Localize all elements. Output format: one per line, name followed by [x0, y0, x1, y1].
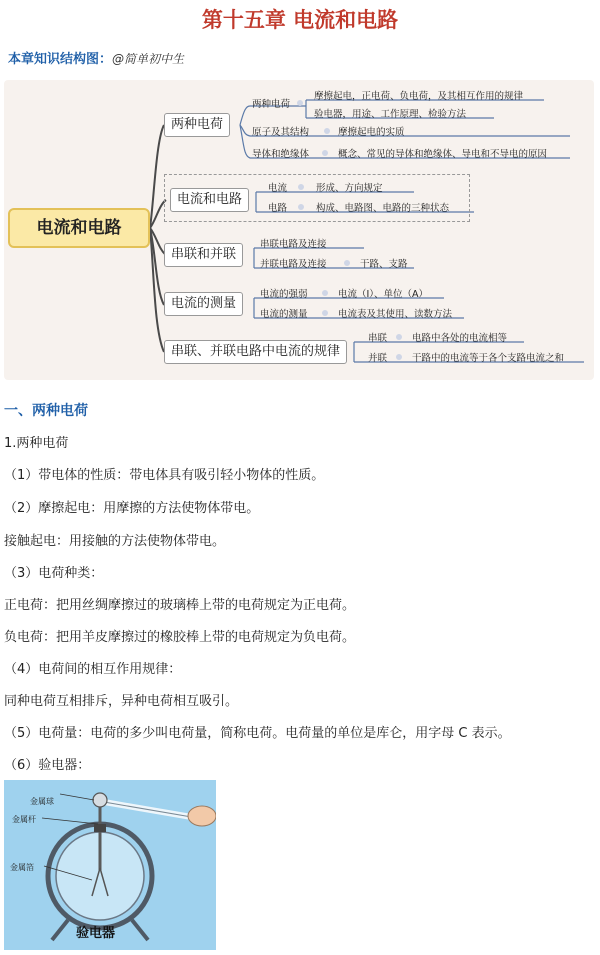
bullet-dot [322, 290, 328, 296]
branch-two-charges: 两种电荷 [164, 113, 230, 137]
text-line: （5）电荷量：电荷的多少叫电荷量，简称电荷。电荷量的单位是库仑，用字母 C 表示。 [4, 726, 511, 741]
mind-map [4, 80, 594, 380]
leaf-electroscope: 验电器，用途、工作原理、检验方法 [314, 109, 467, 120]
branch-current-circuit: 电流和电路 [170, 188, 249, 212]
leaf-friction-essence: 摩擦起电的实质 [338, 127, 405, 138]
electroscope-diagram [4, 780, 216, 950]
text-line: 接触起电：用接触的方法使物体带电。 [4, 534, 226, 549]
map-heading-source: @简单初中生 [112, 52, 185, 66]
leaf-main-branch: 干路、支路 [360, 259, 408, 270]
bullet-dot [344, 260, 350, 266]
leaf-circuit: 电路 [268, 203, 288, 214]
text-line: （4）电荷间的相互作用规律： [4, 662, 182, 677]
leaf-current: 电流 [268, 183, 288, 194]
text-line: （3）电荷种类： [4, 566, 104, 581]
text-line: 同种电荷互相排斥，异种电荷相互吸引。 [4, 694, 239, 709]
text-line: （2）摩擦起电：用摩擦的方法使物体带电。 [4, 501, 260, 516]
bullet-dot [322, 310, 328, 316]
map-heading [8, 48, 184, 67]
leaf-parallel: 并联 [368, 353, 388, 364]
bullet-dot [396, 354, 402, 360]
leaf-parallel-rule: 干路中的电流等于各个支路电流之和 [412, 353, 565, 364]
leaf-series: 串联 [368, 333, 388, 344]
label-metal-rod: 金属杆 [12, 815, 36, 824]
leaf-current-unit: 电流（I）、单位（A） [338, 289, 429, 300]
leaf-current-measure: 电流的测量 [260, 309, 308, 320]
bullet-dot [396, 334, 402, 340]
leaf-conductor-insulator: 导体和绝缘体 [252, 149, 310, 160]
text-line: 负电荷：把用羊皮摩擦过的橡胶棒上带的电荷规定为负电荷。 [4, 630, 356, 645]
mind-map-root: 电流和电路 [8, 208, 150, 248]
branch-current-rules: 串联、并联电路中电流的规律 [164, 340, 347, 364]
leaf-parallel-connection: 并联电路及连接 [260, 259, 327, 270]
leaf-atom-structure: 原子及其结构 [252, 127, 310, 138]
leaf-two-charges: 两种电荷 [252, 99, 291, 110]
bullet-dot [324, 128, 330, 134]
leaf-circuit-composition: 构成、电路图、电路的三种状态 [316, 203, 450, 214]
bullet-dot [298, 204, 304, 210]
bullet-dot [298, 184, 304, 190]
branch-series-parallel: 串联和并联 [164, 243, 243, 267]
section-title: 一、两种电荷 [4, 403, 88, 419]
leaf-conductor-concept: 概念、常见的导体和绝缘体、导电和不导电的原因 [338, 149, 548, 160]
leaf-series-rule: 电路中各处的电流相等 [412, 333, 508, 344]
text-line: （1）带电体的性质：带电体具有吸引轻小物体的性质。 [4, 468, 325, 483]
text-line: 正电荷：把用丝绸摩擦过的玻璃棒上带的电荷规定为正电荷。 [4, 598, 356, 613]
leaf-friction-charging: 摩擦起电，正电荷、负电荷，及其相互作用的规律 [314, 91, 524, 102]
leaf-current-strength: 电流的强弱 [260, 289, 308, 300]
leaf-current-formation: 形成、方向规定 [316, 183, 383, 194]
leaf-series-connection: 串联电路及连接 [260, 239, 327, 250]
map-heading-label: 本章知识结构图： [8, 52, 113, 67]
branch-current-measurement: 电流的测量 [164, 292, 243, 316]
label-metal-ball: 金属球 [30, 797, 54, 806]
bullet-dot [297, 100, 303, 106]
page-title: 第十五章 电流和电路 [201, 8, 399, 32]
label-metal-foil: 金属箔 [10, 863, 34, 872]
diagram-caption: 验电器 [76, 926, 116, 941]
text-line: 1.两种电荷 [4, 436, 69, 451]
text-line: （6）验电器： [4, 758, 91, 773]
leaf-ammeter-usage: 电流表及其使用、读数方法 [338, 309, 453, 320]
bullet-dot [322, 150, 328, 156]
